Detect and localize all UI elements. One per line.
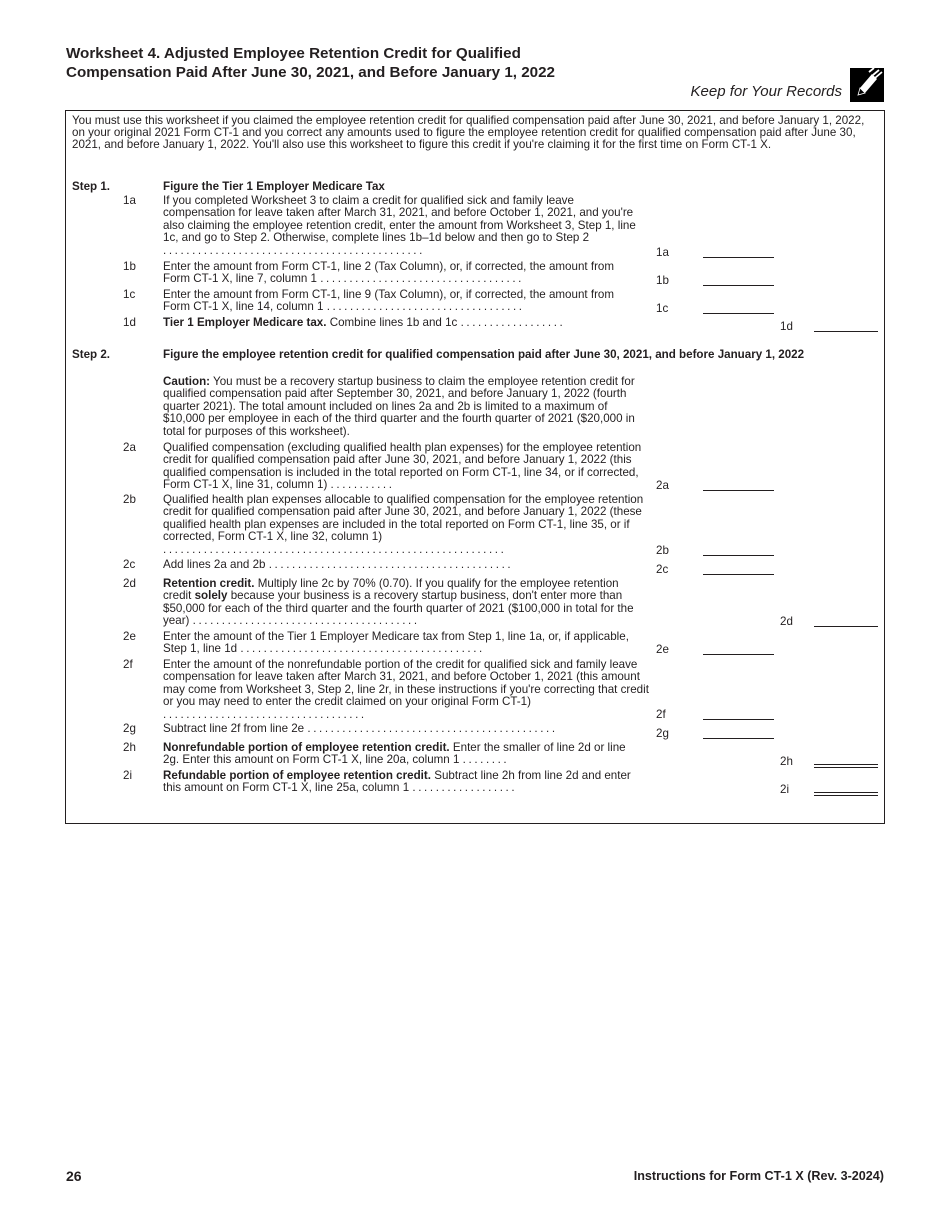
line-2e-ref: 2e: [656, 643, 669, 656]
line-2e-text: Enter the amount of the Tier 1 Employer Medicare tax from Step 1, line 1a, or, if applicable, Step 1, line 1d ..........................................: [163, 630, 629, 656]
line-2b-number: 2b: [123, 493, 136, 506]
line-1d-ref: 1d: [780, 320, 793, 333]
line-2a-text: Qualified compensation (excluding qualified health plan expenses) for the employee retention credit for qualified compensation paid after June 30, 2021, and before January 1, 2022 (this qualified compensation is included in the total reported on Form CT-1, line 34, or if corrected, Form CT-1 X, line 31, column 1) ...........: [163, 441, 642, 492]
line-2d-text: Retention credit. Multiply line 2c by 70% (0.70). If you qualify for the employee retention credit solely because your business is a recovery startup business, don't enter more than $50,000 for each of the third quarter and the fourth quarter of 2021 ($100,000 in total for the year) .......................................: [163, 577, 634, 628]
step2-caution: Caution: You must be a recovery startup business to claim the employee retention credit for qualified compensation paid after September 30, 2021, and before January 1, 2022 (fourth quarter 2021). The total amount included on lines 2a and 2b is limited to a maximum of $10,000 per employee in each of the third quarter and the fourth quarter of 2021 ($20,000 in total for purposes of this worksheet).: [163, 375, 635, 438]
line-1c-text: Enter the amount from Form CT-1, line 9 (Tax Column), or, if corrected, the amount from Form CT-1 X, line 14, column 1 ..................................: [163, 288, 615, 314]
line-1a-text: If you completed Worksheet 3 to claim a credit for qualified sick and family leave compensation for leave taken after March 31, 2021, and before October 1, 2021, and you're also claiming the employee retention credit, enter the amount from Worksheet 3, Step 1, line 1c, and go to Step 2. Otherwise, complete lines 1b–1d below and then go to Step 2 .............................................: [163, 194, 636, 257]
line-2g-number: 2g: [123, 722, 136, 735]
line-2f-ref: 2f: [656, 708, 666, 721]
line-1d-number: 1d: [123, 316, 136, 329]
line-1c-ref: 1c: [656, 302, 669, 315]
line-2c-entry[interactable]: [703, 574, 774, 575]
line-1b-text: Enter the amount from Form CT-1, line 2 (Tax Column), or, if corrected, the amount from Form CT-1 X, line 7, column 1 ...................................: [163, 260, 615, 286]
line-1c-entry[interactable]: [703, 313, 774, 314]
line-2c-number: 2c: [123, 558, 136, 571]
line-1b-entry[interactable]: [703, 285, 774, 286]
line-2c-text: Add lines 2a and 2b ..........................................: [163, 558, 514, 571]
step2-label: Step 2.: [72, 348, 111, 361]
line-2h-number: 2h: [123, 741, 136, 754]
step1-heading: Figure the Tier 1 Employer Medicare Tax: [163, 180, 385, 193]
line-1a-ref: 1a: [656, 246, 669, 259]
line-1a-number: 1a: [123, 194, 136, 207]
line-2h-entry[interactable]: [814, 764, 878, 768]
keep-for-records-label: Keep for Your Records: [690, 83, 842, 100]
line-2b-entry[interactable]: [703, 555, 774, 556]
worksheet-box: [65, 110, 885, 824]
line-1a-entry[interactable]: [703, 257, 774, 258]
line-1c-number: 1c: [123, 288, 136, 301]
line-2e-entry[interactable]: [703, 654, 774, 655]
form-reference: Instructions for Form CT-1 X (Rev. 3-2024): [633, 1169, 884, 1183]
line-2g-text: Subtract line 2f from line 2e ...........................................: [163, 722, 558, 735]
line-1b-number: 1b: [123, 260, 136, 273]
page-number: 26: [66, 1168, 82, 1184]
line-2b-ref: 2b: [656, 544, 669, 557]
line-2h-ref: 2h: [780, 755, 793, 768]
step1-label: Step 1.: [72, 180, 111, 193]
line-2f-number: 2f: [123, 658, 133, 671]
line-2a-entry[interactable]: [703, 490, 774, 491]
line-2d-ref: 2d: [780, 615, 793, 628]
line-2e-number: 2e: [123, 630, 136, 643]
line-2d-entry[interactable]: [814, 626, 878, 627]
worksheet-intro: You must use this worksheet if you claimed the employee retention credit for qualified compensation paid after June 30, 2021, and before January 1, 2022, on your original 2021 Form CT-1 and you correct any amounts used to figure the employee retention credit for qualified compensation paid after June 30, 2021, and before January 1, 2022. You'll also use this worksheet to figure this credit if you're claiming it for the first time on Form CT-1 X.: [72, 114, 865, 151]
line-1d-entry[interactable]: [814, 331, 878, 332]
line-2f-entry[interactable]: [703, 719, 774, 720]
line-2i-ref: 2i: [780, 783, 790, 796]
line-1d-text: Tier 1 Employer Medicare tax. Combine lines 1b and 1c ..................: [163, 316, 566, 329]
line-2g-ref: 2g: [656, 727, 669, 740]
line-2h-text: Nonrefundable portion of employee retention credit. Enter the smaller of line 2d or line 2g. Enter this amount on Form CT-1 X, line 20a, column 1 ........: [163, 741, 626, 767]
line-2d-number: 2d: [123, 577, 136, 590]
step2-heading: Figure the employee retention credit for qualified compensation paid after June 30, 2021, and before January 1, 2022: [163, 348, 805, 361]
line-1b-ref: 1b: [656, 274, 669, 287]
line-2i-entry[interactable]: [814, 792, 878, 796]
pencil-icon: [850, 68, 884, 102]
line-2c-ref: 2c: [656, 563, 669, 576]
line-2i-text: Refundable portion of employee retention credit. Subtract line 2h from line 2d and enter this amount on Form CT-1 X, line 25a, column 1 ..................: [163, 769, 631, 795]
worksheet-title: Worksheet 4. Adjusted Employee Retention Credit for Qualified Compensation Paid After June 30, 2021, and Before January 1, 2022: [66, 45, 555, 81]
line-2i-number: 2i: [123, 769, 133, 782]
line-2g-entry[interactable]: [703, 738, 774, 739]
line-2f-text: Enter the amount of the nonrefundable portion of the credit for qualified sick and family leave compensation for leave taken after March 31, 2021, and before October 1, 2021 (this amount may come from Worksheet 3, Step 2, line 2r, in these instructions if you're correcting that credit or you may need to enter the credit claimed on your original Form CT-1) ...................................: [163, 658, 649, 721]
worksheet-header: [66, 44, 886, 104]
line-2a-number: 2a: [123, 441, 136, 454]
line-2a-ref: 2a: [656, 479, 669, 492]
line-2b-text: Qualified health plan expenses allocable to qualified compensation for the employee retention credit for qualified compensation paid after June 30, 2021, and before January 1, 2022 (these qualified health plan expenses are included in the total reported on Form CT-1, line 35, or if corrected, Form CT-1 X, line 32, column 1) ...........................................................: [163, 493, 644, 556]
